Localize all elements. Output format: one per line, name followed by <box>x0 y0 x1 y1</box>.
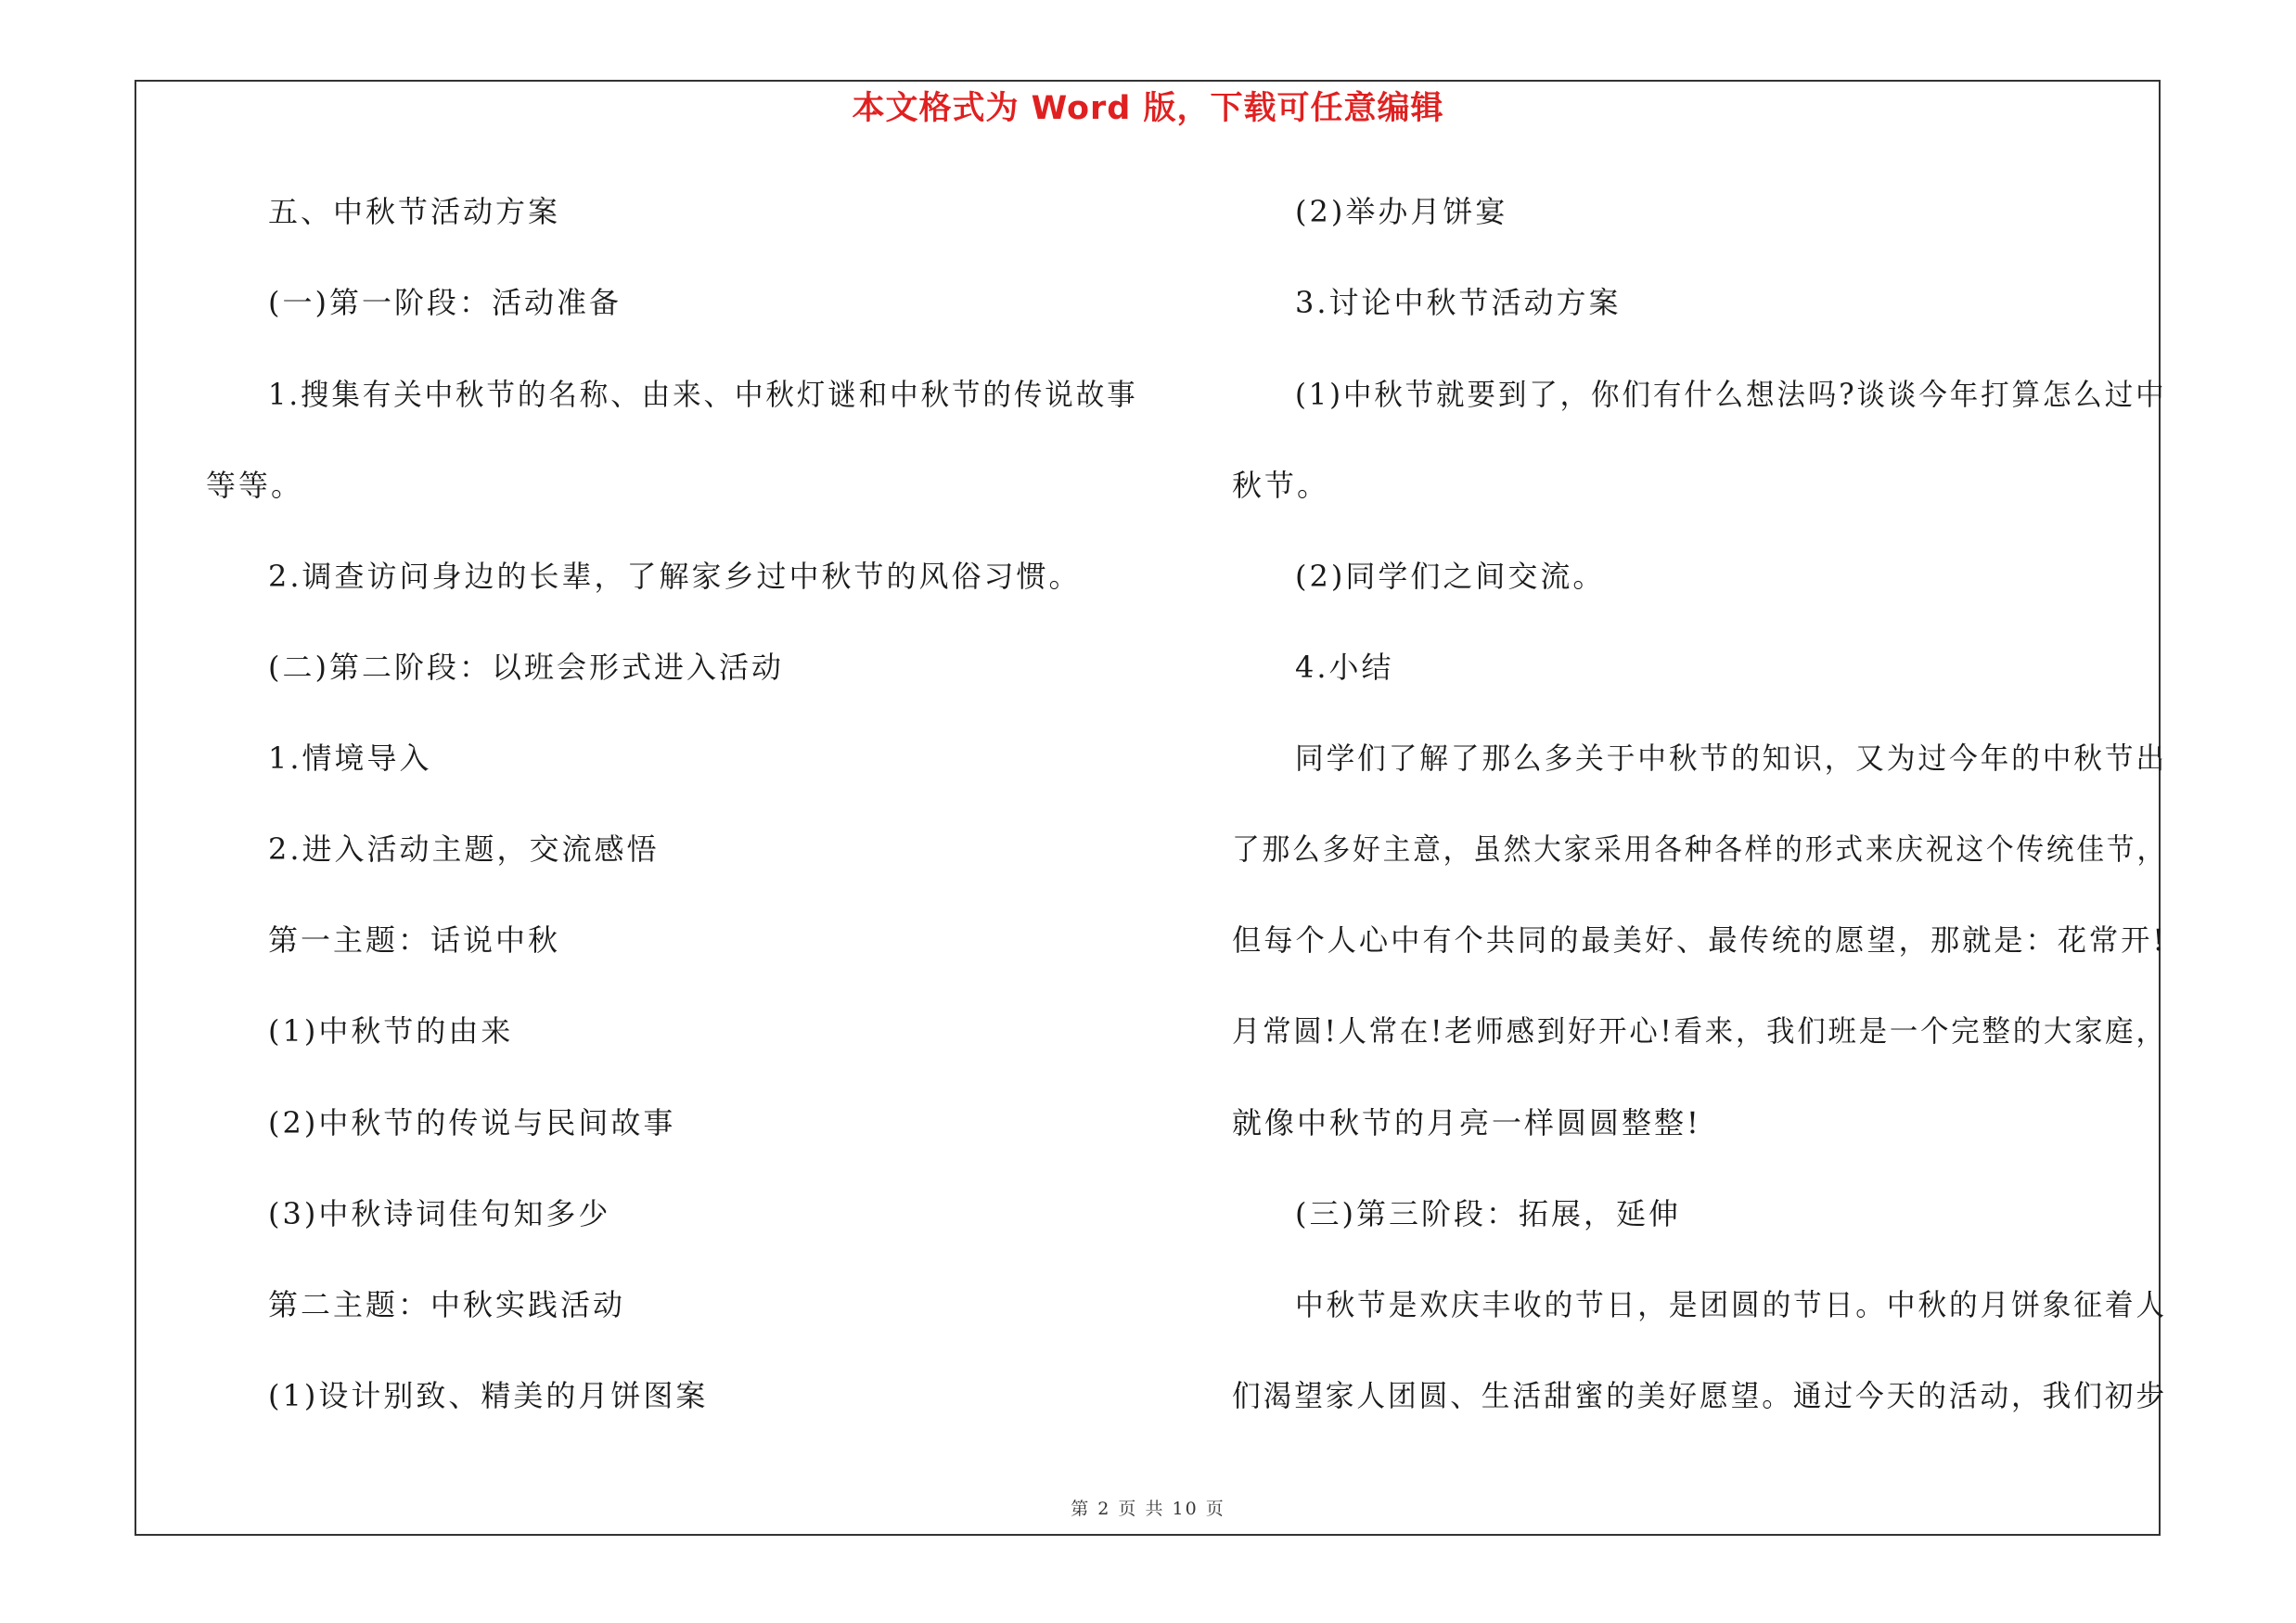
paragraph-line: 2.进入活动主题，交流感悟 <box>268 831 660 867</box>
paragraph-line: (1)中秋节就要到了，你们有什么想法吗?谈谈今年打算怎么过中 <box>1295 377 2167 412</box>
paragraph-line: (三)第三阶段：拓展，延伸 <box>1295 1196 1681 1231</box>
paragraph-line: 第一主题：话说中秋 <box>268 922 561 958</box>
paragraph-line: 1.情境导入 <box>268 741 432 776</box>
paragraph-line: (2)同学们之间交流。 <box>1295 559 1606 594</box>
paragraph-line: (3)中秋诗词佳句知多少 <box>268 1196 611 1231</box>
paragraph-line: (1)中秋节的由来 <box>268 1013 514 1049</box>
paragraph-line: (2)中秋节的传说与民间故事 <box>268 1105 676 1140</box>
word-format-banner: 本文格式为 Word 版，下载可任意编辑 <box>852 90 1444 127</box>
paragraph-line: (2)举办月饼宴 <box>1295 194 1508 229</box>
paragraph-line: 秋节。 <box>1232 468 1330 503</box>
paragraph-line: 中秋节是欢庆丰收的节日，是团圆的节日。中秋的月饼象征着人 <box>1295 1287 2168 1322</box>
paragraph-line: 1.搜集有关中秋节的名称、由来、中秋灯谜和中秋节的传说故事 <box>268 377 1138 412</box>
paragraph-line: 就像中秋节的月亮一样圆圆整整! <box>1232 1105 1701 1140</box>
paragraph-line: 但每个人心中有个共同的最美好、最传统的愿望，那就是：花常开! <box>1232 922 2167 958</box>
paragraph-line: 们渴望家人团圆、生活甜蜜的美好愿望。通过今天的活动，我们初步 <box>1232 1378 2168 1413</box>
paragraph-line: (一)第一阶段：活动准备 <box>268 285 622 320</box>
paragraph-line: 月常圆!人常在!老师感到好开心!看来，我们班是一个完整的大家庭， <box>1232 1013 2167 1049</box>
paragraph-line: 2.调查访问身边的长辈，了解家乡过中秋节的风俗习惯。 <box>268 559 1082 594</box>
paragraph-line: (1)设计别致、精美的月饼图案 <box>268 1378 709 1413</box>
paragraph-line: 同学们了解了那么多关于中秋节的知识，又为过今年的中秋节出 <box>1295 741 2168 776</box>
paragraph-line: 五、中秋节活动方案 <box>268 194 561 229</box>
paragraph-line: 4.小结 <box>1295 650 1394 685</box>
paragraph-line: (二)第二阶段：以班会形式进入活动 <box>268 650 784 685</box>
paragraph-line: 第二主题：中秋实践活动 <box>268 1287 626 1322</box>
paragraph-line: 3.讨论中秋节活动方案 <box>1295 285 1622 320</box>
page-number-footer: 第 2 页 共 10 页 <box>1071 1499 1225 1519</box>
paragraph-line: 了那么多好主意，虽然大家采用各种各样的形式来庆祝这个传统佳节， <box>1232 831 2167 867</box>
paragraph-line: 等等。 <box>206 468 304 503</box>
